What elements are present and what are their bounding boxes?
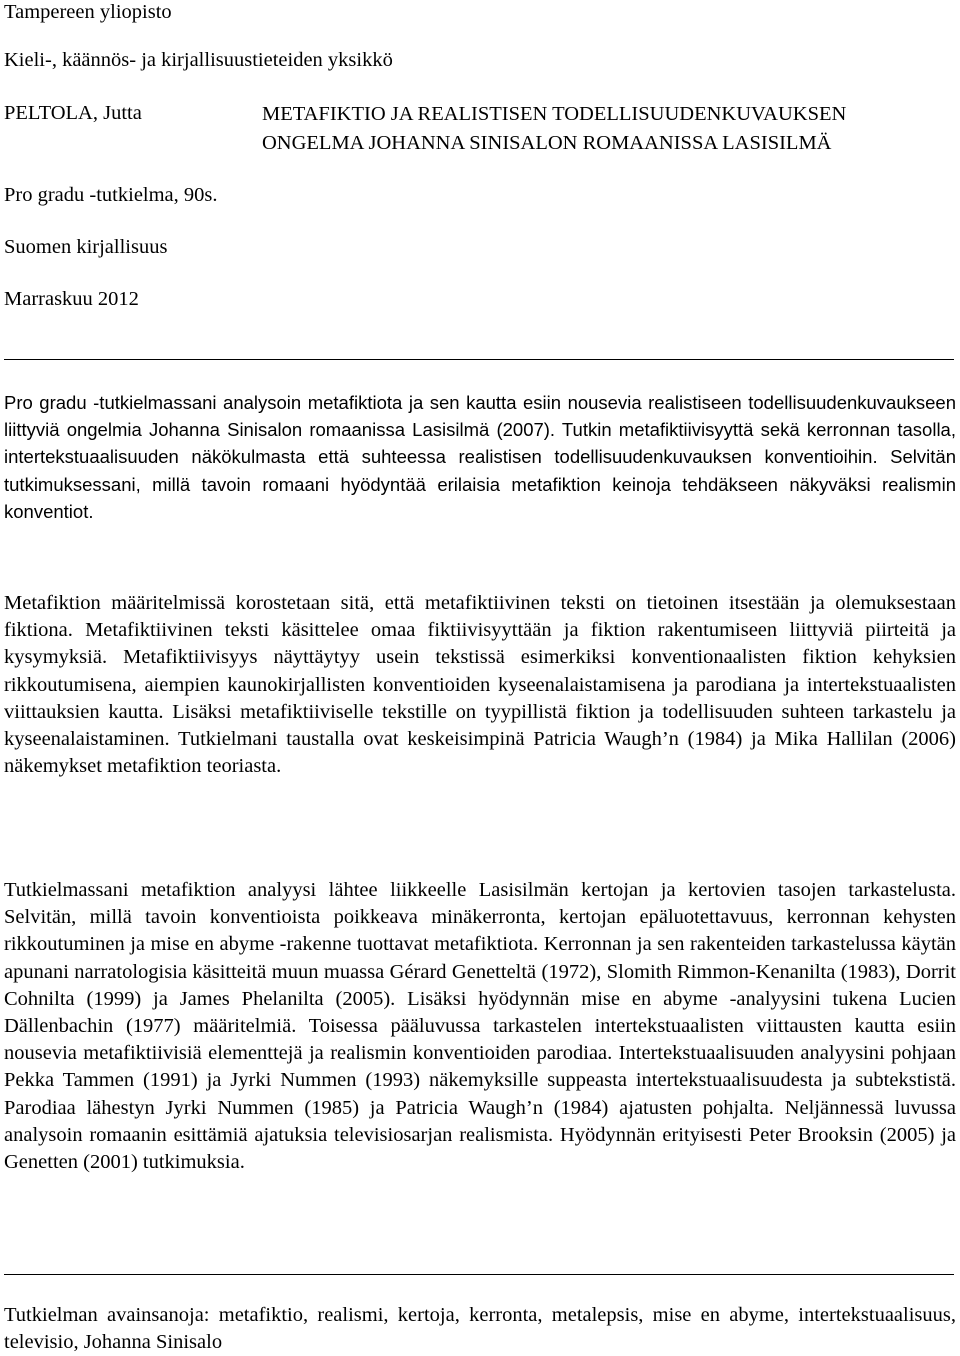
university-name: Tampereen yliopisto: [4, 1, 172, 23]
abstract-paragraph-2: Metafiktion määritelmissä korostetaan sitä, että metafiktiivinen teksti on tietoinen itsestään ja olemuksestaan fiktiona. Metafiktiivinen teksti käsittelee omaa fiktiivisyyttään ja fiktion rakentumiseen liittyviä piirteitä ja kysymyksiä. Metafiktiivisyys näyttäytyy usein tekstissä esimerkiksi konventionaalisten fiktion kehyksien rikkoutumisena, aiempien kaunokirjallisten konventioiden kyseenalaistamisena ja parodiana ja intertekstuaalisten viittauksien kautta. Lisäksi metafiktiiviselle tekstille on tyypillistä fiktion ja todellisuuden suhteen tarkastelu ja kyseenalaistaminen. Tutkielmani taustalla ovat keskeisimpinä Patricia Waugh’n (1984) ja Mika Hallilan (2006) näkemykset metafiktion teoriasta.: [4, 592, 956, 778]
thesis-title: [262, 100, 846, 158]
thesis-info: Pro gradu -tutkielma, 90s.: [4, 184, 218, 206]
thesis-title-line-2: ONGELMA JOHANNA SINISALON ROMAANISSA LASISILMÄ: [262, 132, 832, 154]
author-name: PELTOLA, Jutta: [4, 102, 142, 124]
thesis-title-line-1: METAFIKTIO JA REALISTISEN TODELLISUUDENKUVAUKSEN: [262, 103, 847, 125]
divider-bottom: [4, 1274, 954, 1275]
date: Marraskuu 2012: [4, 288, 139, 310]
abstract-paragraph-3: Tutkielmassani metafiktion analyysi lähtee liikkeelle Lasisilmän kertojan ja kertovien tasojen tarkastelusta. Selvitän, millä tavoin konventioista poikkeava minäkerronta, kertojan epäluotettavuus, kerronnan kehysten rikkoutuminen ja mise en abyme -rakenne tuottavat metafiktiota. Kerronnan ja sen rakenteiden tarkastelussa käytän apunani narratologisia käsitteitä muun muassa Gérard Genetteltä (1972), Slomith Rimmon-Kenanilta (1983), Dorrit Cohnilta (1999) ja James Phelanilta (2005). Lisäksi hyödynnän mise en abyme -analyysini tukena Lucien Dällenbachin (1977) määritelmiä. Toisessa pääluvussa tarkastelen intertekstuaalisten viittausten kautta esiin nousevia metafiktiivisiä elementtejä ja realismin konventioiden parodiaa. Intertekstuaalisuuden analyysini pohjaan Pekka Tammen (1991) ja Jyrki Nummen (1993) näkemyksille suppeasta intertekstuaalisuudesta ja subtekstistä. Parodiaa lähestyn Jyrki Nummen (1985) ja Patricia Waugh’n (1984) ajatusten pohjalta. Neljännessä luvussa analysoin romaanin esittämiä ajatuksia televisiosarjan realismista. Hyödynnän erityisesti Peter Brooksin (2005) ja Genetten (2001) tutkimuksia.: [4, 879, 956, 1174]
abstract-paragraph-1: Pro gradu -tutkielmassani analysoin metafiktiota ja sen kautta esiin nousevia realistiseen todellisuudenkuvaukseen liittyviä ongelmia Johanna Sinisalon romaanissa Lasisilmä (2007). Tutkin metafiktiivisyyttä sekä kerronnan tasolla, intertekstuaalisuuden näkökulmasta että suhteessa realistisen todellisuudenkuvauksen konventioihin. Selvitän tutkimuksessani, millä tavoin romaani hyödyntää erilaisia metafiktion keinoja tehdäkseen näkyväksi realismin konventiot.: [4, 392, 956, 522]
unit-name: Kieli-, käännös- ja kirjallisuustieteiden yksikkö: [4, 49, 393, 71]
keywords: Tutkielman avainsanoja: metafiktio, realismi, kertoja, kerronta, metalepsis, mise en abyme, intertekstuaalisuus, televisio, Johanna Sinisalo: [4, 1304, 956, 1354]
subject-name: Suomen kirjallisuus: [4, 236, 168, 258]
divider-top: [4, 359, 954, 360]
